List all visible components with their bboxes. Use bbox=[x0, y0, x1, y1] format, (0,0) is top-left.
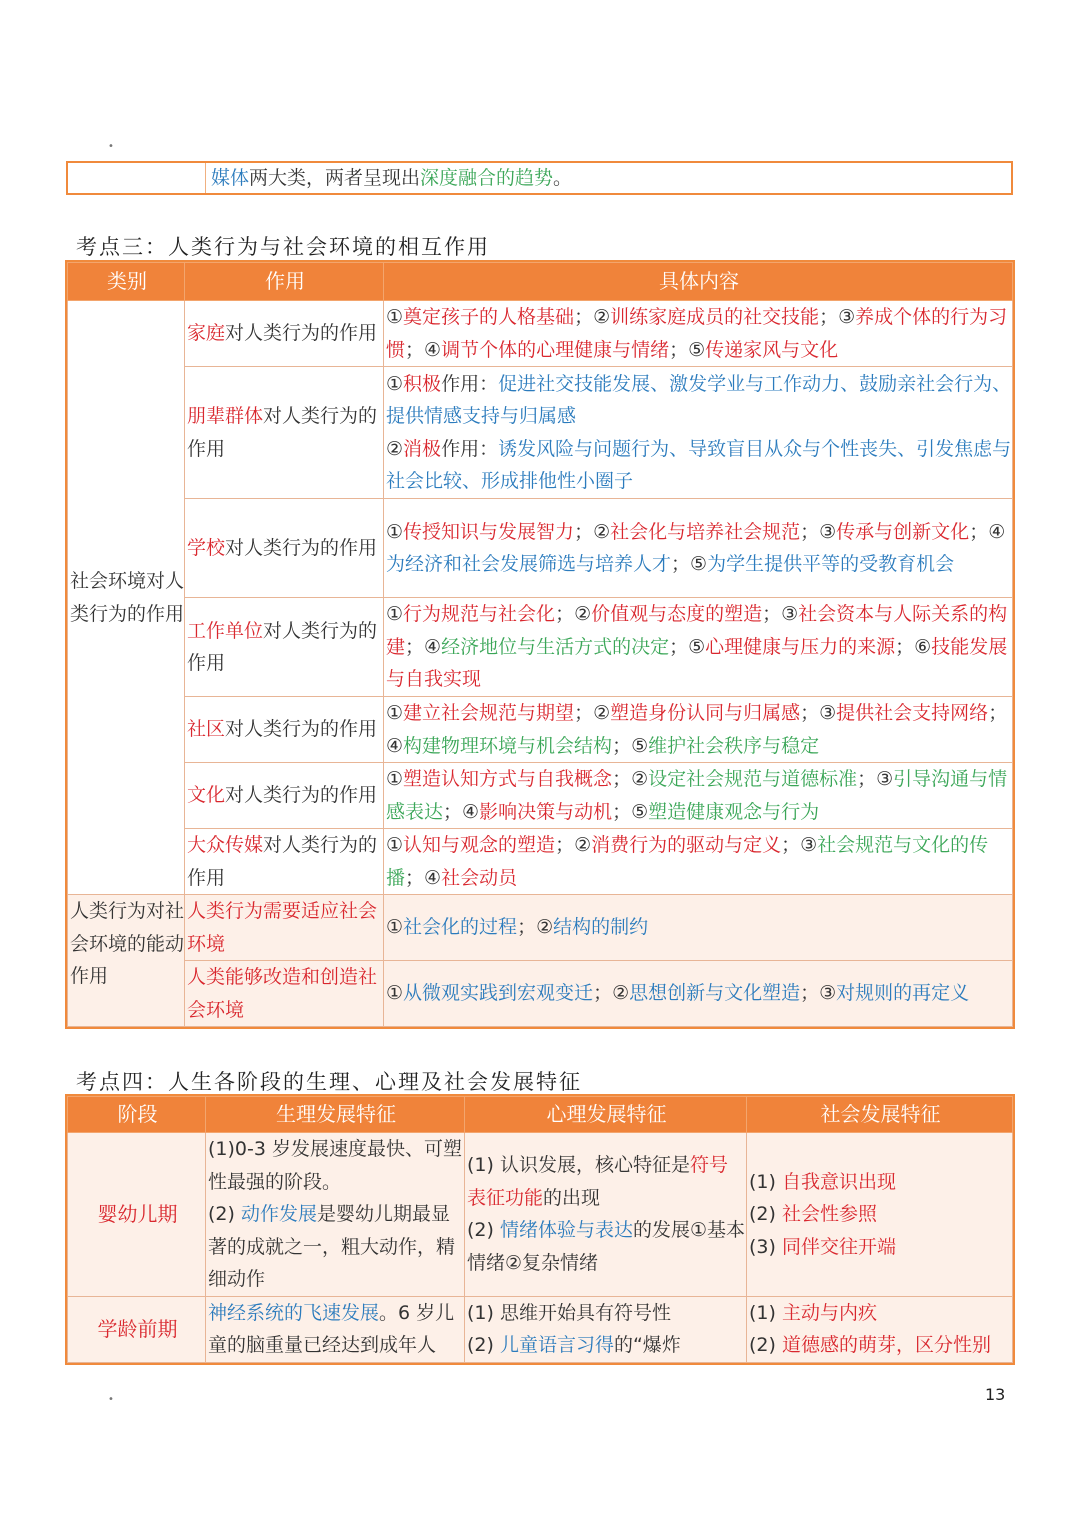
psychological-cell: (1) 认识发展，核心特征是符号表征功能的出现 (2) 情绪体验与表达的发展①基本情绪②复杂情绪 bbox=[465, 1133, 747, 1297]
role-cell: 大众传媒对人类行为的作用 bbox=[185, 829, 384, 895]
role-cell: 社区对人类行为的作用 bbox=[185, 697, 384, 763]
header-category: 类别 bbox=[68, 263, 185, 301]
interaction-table bbox=[67, 262, 1013, 1027]
role-cell: 学校对人类行为的作用 bbox=[185, 499, 384, 598]
header-stage: 阶段 bbox=[68, 1097, 206, 1133]
role-cell: 人类行为需要适应社会环境 bbox=[185, 895, 384, 961]
physical-cell: 神经系统的飞速发展。6 岁儿童的脑重量已经达到成年人 bbox=[206, 1296, 465, 1362]
content-cell: ①社会化的过程；②结构的制约 bbox=[384, 895, 1013, 961]
role-cell: 文化对人类行为的作用 bbox=[185, 763, 384, 829]
content-cell: ①行为规范与社会化；②价值观与态度的塑造；③社会资本与人际关系的构建；④经济地位与生活方式的决定；⑤心理健康与压力的来源；⑥技能发展与自我实现 bbox=[384, 598, 1013, 697]
bullet-dot: • bbox=[108, 141, 114, 152]
category-cell: 人类行为对社会环境的能动作用 bbox=[68, 895, 185, 1027]
continued-table-row bbox=[66, 161, 1013, 195]
role-cell: 工作单位对人类行为的作用 bbox=[185, 598, 384, 697]
content-cell: ①从微观实践到宏观变迁；②思想创新与文化塑造；③对规则的再定义 bbox=[384, 961, 1013, 1027]
role-cell: 朋辈群体对人类行为的作用 bbox=[185, 367, 384, 499]
development-table bbox=[67, 1096, 1013, 1363]
content-cell: ①建立社会规范与期望；②塑造身份认同与归属感；③提供社会支持网络；④构建物理环境与机会结构；⑤维护社会秩序与稳定 bbox=[384, 697, 1013, 763]
stage-cell: 学龄前期 bbox=[68, 1296, 206, 1362]
header-physical: 生理发展特征 bbox=[206, 1097, 465, 1133]
content-cell: ①塑造认知方式与自我概念；②设定社会规范与道德标准；③引导沟通与情感表达；④影响决策与动机；⑤塑造健康观念与行为 bbox=[384, 763, 1013, 829]
bullet-dot: • bbox=[108, 1394, 114, 1405]
content-cell: ①传授知识与发展智力；②社会化与培养社会规范；③传承与创新文化；④为经济和社会发展筛选与培养人才；⑤为学生提供平等的受教育机会 bbox=[384, 499, 1013, 598]
header-content: 具体内容 bbox=[384, 263, 1013, 301]
header-role: 作用 bbox=[185, 263, 384, 301]
content-cell: ①奠定孩子的人格基础；②训练家庭成员的社交技能；③养成个体的行为习惯；④调节个体的心理健康与情绪；⑤传递家风与文化 bbox=[384, 301, 1013, 367]
section-title: 考点四：人生各阶段的生理、心理及社会发展特征 bbox=[76, 1070, 582, 1094]
physical-cell: (1)0-3 岁发展速度最快、可塑性最强的阶段。 (2) 动作发展是婴幼儿期最显著的成就之一，粗大动作，精细动作 bbox=[206, 1133, 465, 1297]
section-title: 考点三：人类行为与社会环境的相互作用 bbox=[76, 235, 490, 259]
stage-cell: 婴幼儿期 bbox=[68, 1133, 206, 1297]
content-cell: ①认知与观念的塑造；②消费行为的驱动与定义；③社会规范与文化的传播；④社会动员 bbox=[384, 829, 1013, 895]
social-cell: (1) 主动与内疚 (2) 道德感的萌芽，区分性别 bbox=[747, 1296, 1013, 1362]
page-number: 13 bbox=[985, 1385, 1006, 1404]
social-cell: (1) 自我意识出现 (2) 社会性参照 (3) 同伴交往开端 bbox=[747, 1133, 1013, 1297]
role-cell: 家庭对人类行为的作用 bbox=[185, 301, 384, 367]
header-social: 社会发展特征 bbox=[747, 1097, 1013, 1133]
psychological-cell: (1) 思维开始具有符号性 (2) 儿童语言习得的“爆炸 bbox=[465, 1296, 747, 1362]
content-cell: ①积极作用：促进社交技能发展、激发学业与工作动力、鼓励亲社会行为、提供情感支持与归属感 ②消极作用：诱发风险与问题行为、导致盲目从众与个性丧失、引发焦虑与社会比较、形成排他性小圈子 bbox=[384, 367, 1013, 499]
continued-text: 媒体两大类，两者呈现出深度融合的趋势。 bbox=[211, 167, 573, 189]
empty-cell bbox=[68, 163, 206, 193]
role-cell: 人类能够改造和创造社会环境 bbox=[185, 961, 384, 1027]
header-psychological: 心理发展特征 bbox=[465, 1097, 747, 1133]
category-cell: 社会环境对人类行为的作用 bbox=[68, 301, 185, 895]
